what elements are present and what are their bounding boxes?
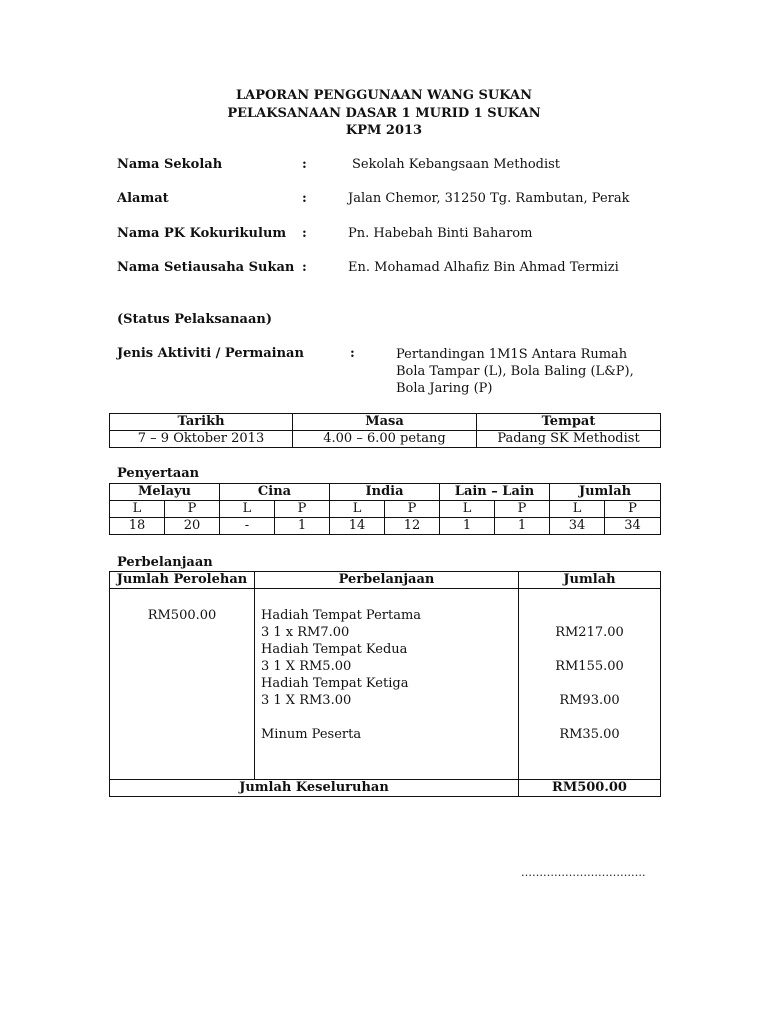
table-cell: 7 – 9 Oktober 2013 [110, 431, 293, 448]
expense-item: Minum Peserta [261, 727, 362, 742]
table-cell: 20 [165, 518, 220, 535]
income-cell [110, 589, 255, 780]
gender-header: P [605, 501, 661, 518]
gender-header: P [385, 501, 440, 518]
expense-amounts-cell [519, 589, 661, 780]
pk-kokurikulum-colon: : [302, 226, 307, 241]
school-name-colon: : [302, 157, 307, 172]
table-cell: 34 [605, 518, 661, 535]
group-header: Cina [220, 484, 330, 501]
expenses-table [109, 571, 661, 797]
table-cell: - [220, 518, 275, 535]
schedule-table [109, 413, 661, 448]
gender-header: L [550, 501, 605, 518]
total-label: Jumlah Keseluruhan [110, 780, 519, 797]
report-title-line-2: PELAKSANAAN DASAR 1 MURID 1 SUKAN [227, 106, 541, 121]
participation-heading: Penyertaan [117, 466, 200, 481]
income-value: RM500.00 [147, 608, 217, 623]
table-row [110, 431, 661, 448]
expense-item: Hadiah Tempat Pertama [261, 608, 422, 623]
gender-header: L [110, 501, 165, 518]
expense-item: Hadiah Tempat Ketiga [261, 676, 409, 691]
expense-item: 3 1 X RM3.00 [261, 693, 352, 708]
school-name-value: Sekolah Kebangsaan Methodist [352, 157, 561, 172]
column-header: Perbelanjaan [255, 572, 519, 589]
amount-spacer [519, 675, 660, 692]
expense-amount: RM35.00 [559, 727, 620, 742]
table-cell: 34 [550, 518, 605, 535]
total-row [110, 780, 661, 797]
column-header: Jumlah Perolehan [110, 572, 255, 589]
table-cell: 12 [385, 518, 440, 535]
activity-line: Bola Tampar (L), Bola Baling (L&P), [396, 364, 634, 379]
sports-secretary-label: Nama Setiausaha Sukan [117, 260, 295, 275]
activity-description [396, 346, 634, 397]
address-colon: : [302, 191, 307, 206]
activity-line: Pertandingan 1M1S Antara Rumah [396, 347, 628, 362]
table-cell: 18 [110, 518, 165, 535]
expense-amount: RM217.00 [555, 625, 624, 640]
table-cell: Padang SK Methodist [477, 431, 661, 448]
address-label: Alamat [117, 191, 169, 206]
group-header: Jumlah [550, 484, 661, 501]
amount-spacer [519, 641, 660, 658]
table-cell: 1 [495, 518, 550, 535]
signature-line: ……………………………. [521, 866, 646, 879]
gender-header: P [165, 501, 220, 518]
activity-colon: : [350, 346, 355, 361]
gender-header: L [440, 501, 495, 518]
gender-header: P [275, 501, 330, 518]
expenses-body-row [110, 589, 661, 780]
expense-item: 3 1 x RM7.00 [261, 625, 350, 640]
expense-item: Hadiah Tempat Kedua [261, 642, 408, 657]
table-cell: 1 [440, 518, 495, 535]
gender-header: P [495, 501, 550, 518]
pk-kokurikulum-value: Pn. Habebah Binti Baharom [348, 226, 533, 241]
table-subheader-row [110, 501, 661, 518]
expense-item: 3 1 X RM5.00 [261, 659, 352, 674]
activity-line: Bola Jaring (P) [396, 381, 493, 396]
activity-label: Jenis Aktiviti / Permainan [117, 346, 304, 361]
column-header: Tempat [477, 414, 661, 431]
address-value: Jalan Chemor, 31250 Tg. Rambutan, Perak [348, 191, 630, 206]
column-header: Jumlah [519, 572, 661, 589]
status-heading: (Status Pelaksanaan) [117, 312, 272, 327]
report-title-line-3: KPM 2013 [345, 123, 423, 138]
table-row [110, 518, 661, 535]
participation-table [109, 483, 661, 535]
pk-kokurikulum-label: Nama PK Kokurikulum [117, 226, 287, 241]
group-header: Lain – Lain [440, 484, 550, 501]
amount-spacer [519, 709, 660, 726]
table-cell: 4.00 – 6.00 petang [293, 431, 477, 448]
expense-amount: RM155.00 [555, 659, 624, 674]
report-title-line-1: LAPORAN PENGGUNAAN WANG SUKAN [235, 88, 533, 103]
expense-spacer [261, 709, 518, 726]
group-header: Melayu [110, 484, 220, 501]
column-header: Tarikh [110, 414, 293, 431]
table-cell: 1 [275, 518, 330, 535]
table-header-row [110, 484, 661, 501]
gender-header: L [220, 501, 275, 518]
column-header: Masa [293, 414, 477, 431]
expenses-heading: Perbelanjaan [117, 555, 213, 570]
gender-header: L [330, 501, 385, 518]
table-header-row [110, 572, 661, 589]
expense-items-cell [255, 589, 519, 780]
table-cell: 14 [330, 518, 385, 535]
school-name-label: Nama Sekolah [117, 157, 223, 172]
sports-secretary-colon: : [302, 260, 307, 275]
table-header-row [110, 414, 661, 431]
expense-amount: RM93.00 [559, 693, 620, 708]
total-value: RM500.00 [519, 780, 661, 797]
group-header: India [330, 484, 440, 501]
sports-secretary-value: En. Mohamad Alhafiz Bin Ahmad Termizi [348, 260, 619, 275]
amount-spacer [519, 607, 660, 624]
